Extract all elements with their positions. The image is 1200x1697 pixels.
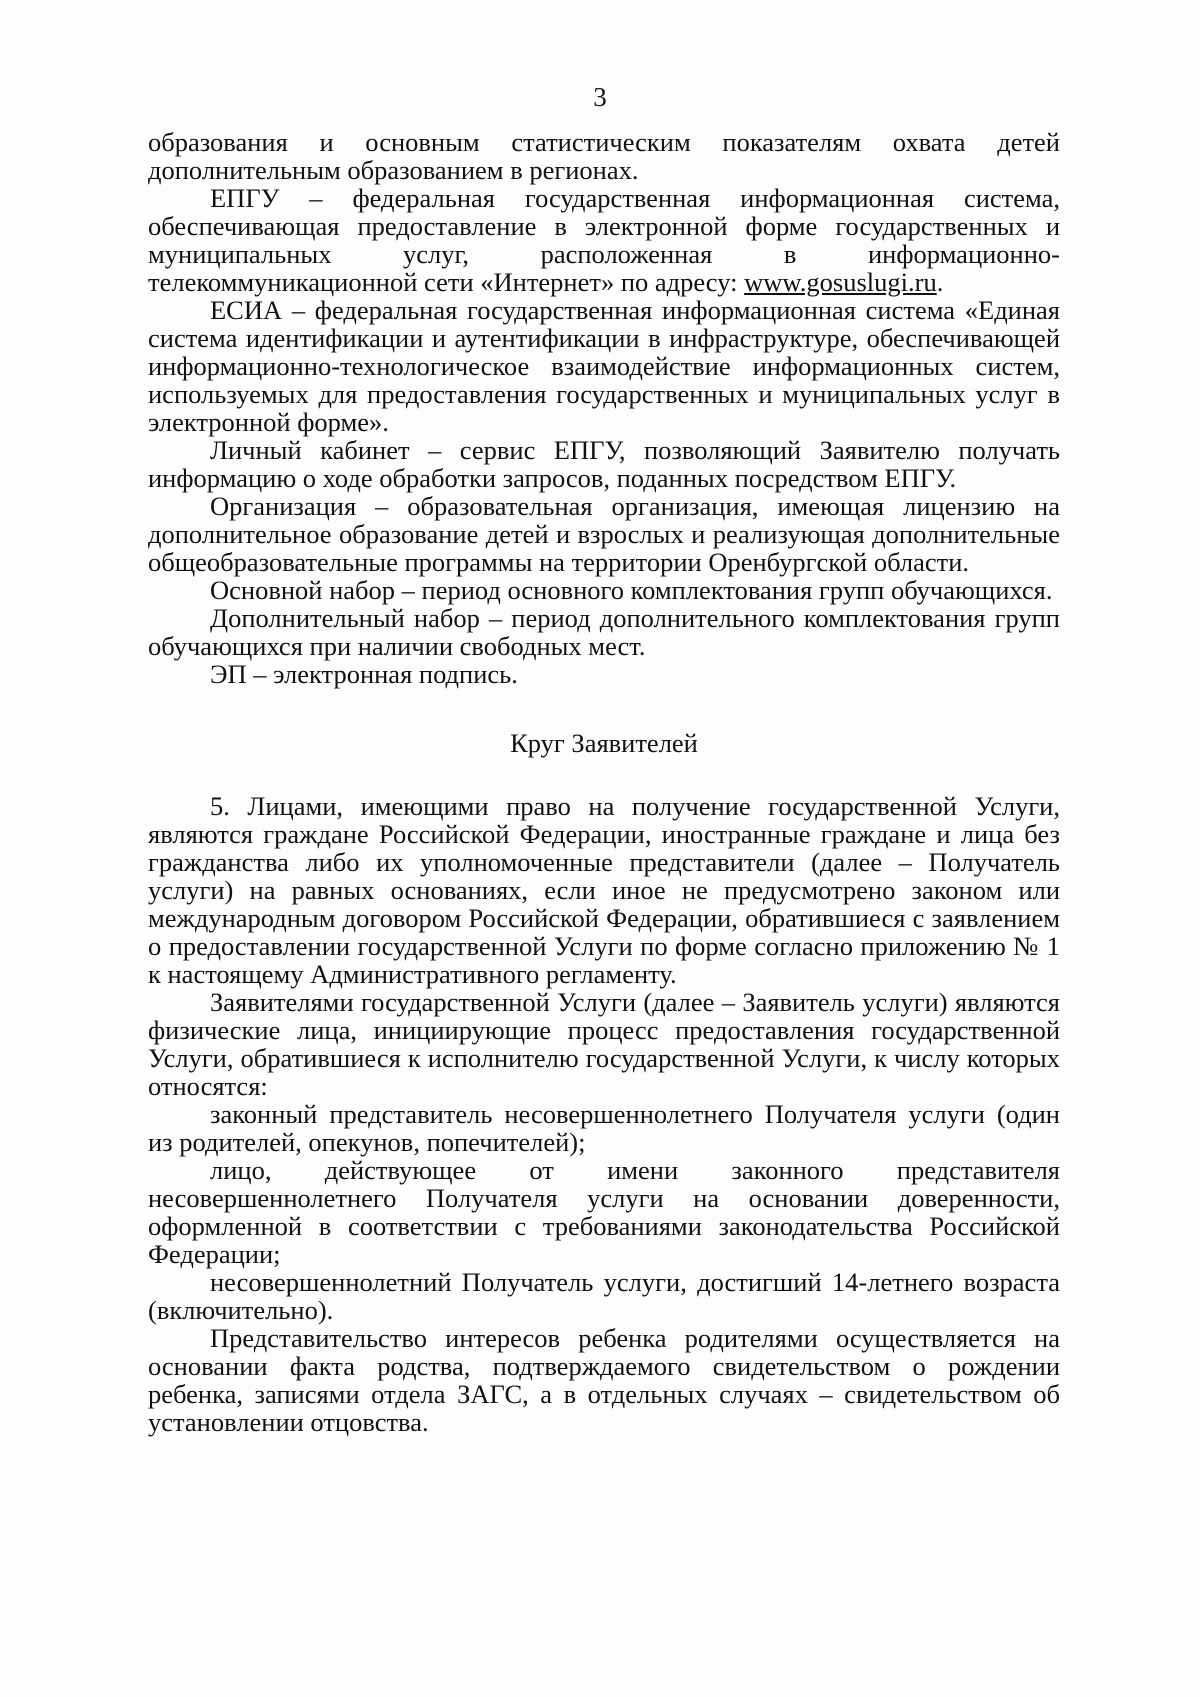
epgu-end: . — [936, 267, 944, 297]
paragraph-main-set: Основной набор – период основного комплектования групп обучающихся. — [210, 575, 1053, 605]
paragraph-applicants: Заявителями государственной Услуги (далее – Заявитель услуги) являются физические лица, инициирующие процесс предоставления государственной Услуги, обратившиеся к исполнителю государственной Услуги, к числу которых относятся: — [148, 987, 1060, 1101]
paragraph-representation: Представительство интересов ребенка родителями осуществляется на основании факта родства, подтверждаемого свидетельством о рождении ребенка, записями отдела ЗАГС, а в отдельных случаях – свидетельством об установлении отцовства. — [148, 1323, 1060, 1437]
document-body — [148, 128, 1060, 1436]
paragraph-organization: Организация – образовательная организация, имеющая лицензию на дополнительное образование детей и взрослых и реализующая дополнительные общеобразовательные программы на территории Оренбургской области. — [148, 491, 1060, 577]
paragraph-additional-set: Дополнительный набор – период дополнительного комплектования групп обучающихся при наличии свободных мест. — [148, 603, 1060, 661]
paragraph-electronic-signature: ЭП – электронная подпись. — [210, 659, 518, 689]
paragraph-proxy: лицо, действующее от имени законного представителя несовершеннолетнего Получателя услуги на основании доверенности, оформленной в соответствии с требованиями законодательства Российской Федерации; — [148, 1155, 1060, 1269]
paragraph-intro: образования и основным статистическим показателям охвата детей дополнительным образованием в регионах. — [148, 127, 1060, 185]
paragraph-5: 5. Лицами, имеющими право на получение государственной Услуги, являются граждане Российской Федерации, иностранные граждане и лица без гражданства либо их уполномоченные представители (далее – Получатель услуги) на равных основаниях, если иное не предусмотрено законом или международным договором Российской Федерации, обратившиеся с заявлением о предоставлении государственной Услуги по форме согласно приложению № 1 к настоящему Административного регламенту. — [148, 791, 1060, 989]
page-number: 3 — [593, 82, 607, 112]
epgu-definition-text: ЕПГУ – федеральная государственная информационная система, обеспечивающая предоставление в электронной форме государственных и муниципальных услуг, расположенная в информационно-телекоммуникационной сети «Интернет» по адресу: — [148, 183, 1060, 297]
paragraph-legal-representative: законный представитель несовершеннолетнего Получателя услуги (один из родителей, опекунов, попечителей); — [148, 1099, 1060, 1157]
paragraph-minor: несовершеннолетний Получатель услуги, достигший 14-летнего возраста (включительно). — [148, 1267, 1060, 1325]
paragraph-personal-cabinet: Личный кабинет – сервис ЕПГУ, позволяющий Заявителю получать информацию о ходе обработки запросов, поданных посредством ЕПГУ. — [148, 435, 1060, 493]
section-heading: Круг Заявителей — [510, 728, 698, 758]
gosuslugi-link[interactable]: www.gosuslugi.ru — [744, 267, 937, 297]
paragraph-epgu — [148, 184, 1060, 296]
paragraph-esia: ЕСИА – федеральная государственная информационная система «Единая система идентификации и аутентификации в инфраструктуре, обеспечивающей информационно-технологическое взаимодействие информационных систем, используемых для предоставления государственных и муниципальных услуг в электронной форме». — [148, 295, 1060, 437]
